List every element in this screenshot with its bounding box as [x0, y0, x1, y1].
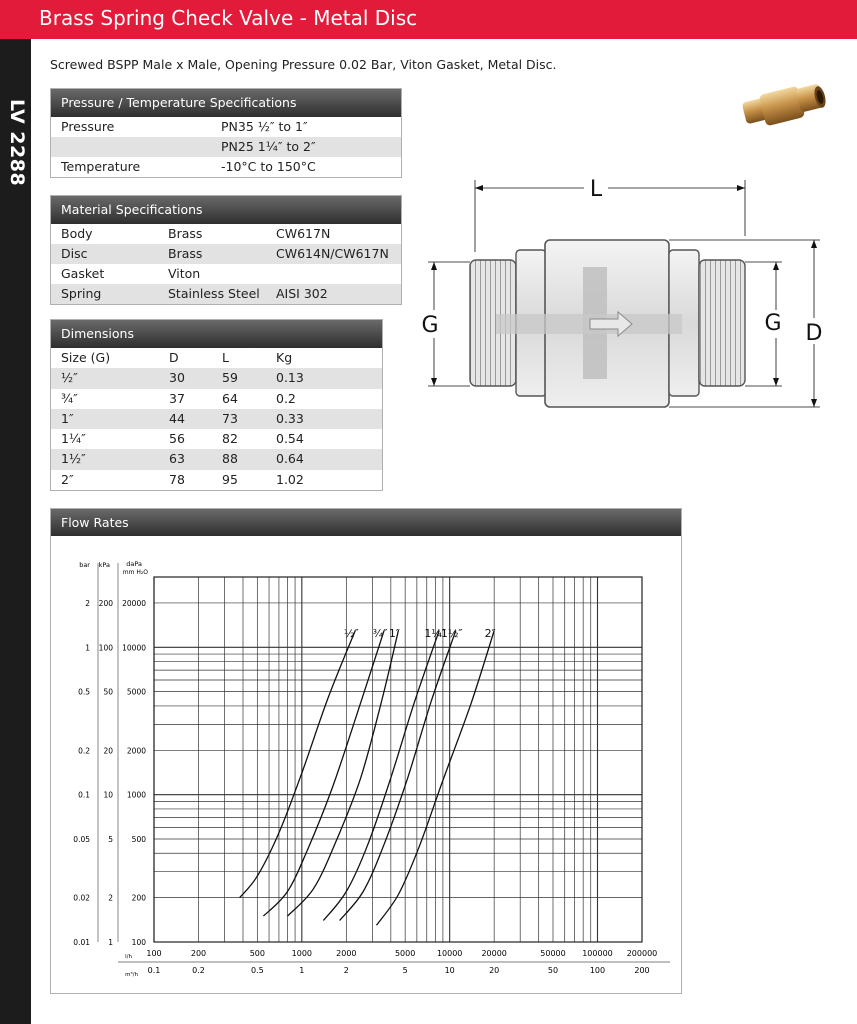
x-tick-m3h: 0.2 [192, 966, 205, 975]
dim-kg: 1.02 [276, 471, 304, 487]
label-g-left: G [421, 313, 439, 338]
flow-rates-title: Flow Rates [51, 509, 681, 536]
table-row [51, 389, 382, 409]
dim-l: 95 [222, 471, 238, 487]
series-label: 1″ [388, 627, 400, 640]
series-curve [288, 631, 399, 917]
material-name: Stainless Steel [168, 286, 260, 301]
y-tick-kpa: 5 [108, 835, 113, 845]
col-size: Size (G) [61, 350, 111, 365]
x-unit-lh: l/h [125, 954, 132, 960]
y-tick-bar: 2 [85, 598, 90, 608]
valve-dimension-drawing [418, 172, 828, 420]
dim-l: 59 [222, 370, 238, 386]
material-part: Disc [61, 246, 88, 261]
table-row [51, 284, 401, 304]
dim-size: ½″ [61, 370, 78, 386]
y-tick-bar: 0.05 [73, 835, 90, 845]
dim-d: 78 [169, 471, 185, 487]
y-tick-kpa: 10 [103, 790, 113, 800]
y-tick-dapa: 20000 [122, 598, 146, 608]
dim-kg: 0.2 [276, 390, 296, 406]
x-tick-lh: 2000 [336, 949, 357, 958]
y-tick-bar: 0.5 [78, 687, 90, 697]
x-tick-lh: 200000 [626, 949, 658, 958]
y-tick-dapa: 100 [131, 938, 146, 947]
pressure-temperature-table [50, 88, 402, 178]
dim-size: 1¼″ [61, 431, 86, 447]
x-tick-m3h: 2 [343, 966, 349, 975]
x-tick-lh: 50000 [540, 949, 566, 958]
pt-label: Temperature [61, 159, 141, 174]
x-tick-lh: 100 [146, 949, 162, 958]
table-row [51, 224, 401, 244]
y-header-bar: bar [79, 561, 90, 569]
y-header-dapa-sub: mm H₂O [122, 569, 148, 576]
dim-d: 56 [169, 431, 185, 447]
label-g-right: G [764, 311, 782, 336]
dim-kg: 0.54 [276, 431, 304, 447]
x-tick-m3h: 0.1 [147, 966, 161, 975]
col-d: D [169, 350, 179, 365]
x-tick-lh: 20000 [481, 949, 507, 958]
dim-kg: 0.33 [276, 410, 304, 426]
label-l: L [589, 177, 603, 202]
table-row [51, 157, 401, 177]
pt-value: PN35 ½″ to 1″ [221, 119, 308, 134]
y-header-kpa: kPa [98, 561, 110, 569]
y-tick-dapa: 500 [131, 835, 146, 845]
dim-l: 64 [222, 390, 238, 406]
material-part: Gasket [61, 266, 105, 281]
dim-size: 1″ [61, 410, 74, 426]
dimensions-table [50, 319, 383, 491]
y-tick-dapa: 10000 [122, 643, 146, 653]
x-tick-m3h: 5 [402, 966, 408, 975]
y-tick-kpa: 2 [108, 893, 113, 903]
y-tick-kpa: 1 [108, 938, 113, 947]
x-tick-m3h: 100 [589, 966, 606, 975]
series-label: ¾″ [372, 627, 388, 640]
y-tick-bar: 0.2 [78, 746, 90, 756]
page-title: Brass Spring Check Valve - Metal Disc [39, 6, 418, 30]
dim-l: 82 [222, 431, 238, 447]
table-row [51, 429, 382, 449]
dim-kg: 0.13 [276, 370, 304, 386]
table-row [51, 368, 382, 388]
dim-d: 44 [169, 410, 185, 426]
pressure-temperature-title: Pressure / Temperature Specifications [51, 89, 401, 117]
table-row [51, 117, 401, 137]
table-row [51, 137, 401, 157]
x-tick-m3h: 50 [547, 966, 559, 975]
product-code: LV 2288 [6, 99, 28, 187]
dim-size: ¾″ [61, 390, 78, 406]
material-grade: CW617N [276, 226, 331, 241]
material-grade: AISI 302 [276, 286, 328, 301]
table-row [51, 264, 401, 284]
material-grade: CW614N/CW617N [276, 246, 389, 261]
y-tick-dapa: 5000 [126, 687, 146, 697]
dim-l: 88 [222, 451, 238, 467]
x-tick-lh: 1000 [291, 949, 313, 958]
y-tick-bar: 1 [85, 643, 90, 653]
dim-kg: 0.64 [276, 451, 304, 467]
y-tick-kpa: 20 [103, 746, 113, 756]
x-tick-lh: 500 [249, 949, 265, 958]
product-subtitle: Screwed BSPP Male x Male, Opening Pressure 0.02 Bar, Viton Gasket, Metal Disc. [50, 57, 557, 72]
y-tick-bar: 0.1 [78, 790, 90, 800]
x-tick-m3h: 20 [489, 966, 500, 975]
x-tick-m3h: 1 [299, 966, 305, 975]
pt-label: Pressure [61, 119, 115, 134]
x-tick-lh: 200 [190, 949, 207, 958]
y-tick-dapa: 1000 [126, 790, 146, 800]
material-name: Brass [168, 226, 203, 241]
dim-d: 30 [169, 370, 185, 386]
dim-l: 73 [222, 410, 238, 426]
x-tick-lh: 100000 [582, 949, 613, 958]
series-label: 1¼″ [424, 627, 447, 640]
table-header-row [51, 348, 382, 368]
col-l: L [222, 350, 229, 365]
x-tick-lh: 5000 [394, 949, 416, 958]
series-curve [323, 631, 439, 921]
pt-value: PN25 1¼″ to 2″ [221, 139, 316, 154]
series-curve [340, 631, 456, 921]
y-tick-dapa: 2000 [126, 746, 146, 756]
dim-d: 63 [169, 451, 185, 467]
material-part: Body [61, 226, 93, 241]
table-row [51, 449, 382, 469]
side-bar [0, 39, 31, 1024]
pt-value: -10°C to 150°C [221, 159, 316, 174]
x-tick-m3h: 200 [634, 966, 650, 975]
series-curve [263, 631, 384, 917]
y-tick-bar: 0.02 [73, 893, 90, 903]
y-tick-kpa: 50 [103, 687, 113, 697]
material-table [50, 195, 402, 305]
x-unit-m3h: m³/h [125, 972, 138, 978]
x-tick-m3h: 10 [444, 966, 455, 975]
series-label: ½″ [343, 627, 359, 640]
table-row [51, 470, 382, 490]
material-part: Spring [61, 286, 102, 301]
header-bar [0, 0, 857, 39]
y-tick-kpa: 100 [98, 643, 113, 653]
y-header-dapa: daPa [126, 560, 142, 568]
material-title: Material Specifications [51, 196, 401, 224]
label-d: D [805, 321, 823, 346]
y-tick-dapa: 200 [131, 893, 146, 903]
product-photo [740, 78, 830, 134]
table-row [51, 409, 382, 429]
flow-rate-chart [62, 555, 676, 985]
dim-d: 37 [169, 390, 185, 406]
x-tick-m3h: 0.5 [250, 966, 264, 975]
dim-size: 2″ [61, 471, 74, 487]
x-tick-lh: 10000 [436, 949, 463, 958]
table-row [51, 244, 401, 264]
series-label: 1½″ [440, 627, 463, 640]
dim-size: 1½″ [61, 451, 86, 467]
y-tick-bar: 0.01 [73, 938, 90, 947]
series-label: 2″ [484, 627, 496, 640]
material-name: Viton [168, 266, 201, 281]
material-name: Brass [168, 246, 203, 261]
dimensions-title: Dimensions [51, 320, 382, 348]
y-tick-kpa: 200 [98, 598, 113, 608]
col-kg: Kg [276, 350, 293, 365]
